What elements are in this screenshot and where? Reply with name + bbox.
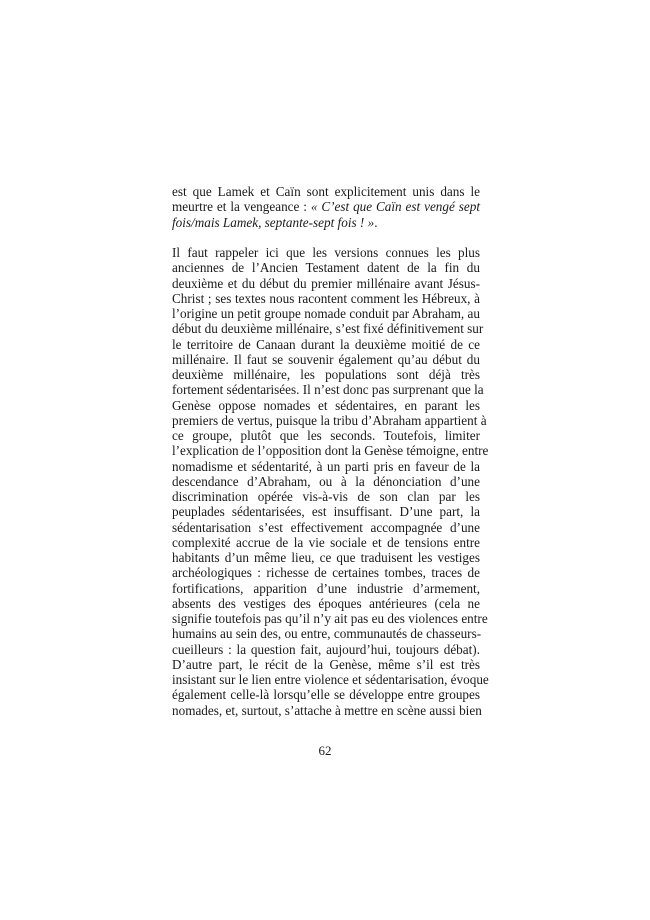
text-segment: deuxième millénaire, les populations sont déjà très [172, 367, 480, 382]
text-segment: D’autre part, le récit de la Genèse, même s’il est très [172, 656, 480, 672]
text-segment: insistant sur le lien entre violence et sédentarisation, évoque [172, 672, 489, 687]
text-segment: ce groupe, plutôt que les seconds. Toutefois, limiter [172, 428, 480, 443]
text-line [172, 321, 484, 337]
text-line [172, 398, 480, 413]
text-line [172, 687, 480, 702]
text-line [172, 489, 480, 504]
text-line [172, 550, 480, 565]
text-segment: signifie toutefois pas qu’il n’y ait pas eu des violences entre [172, 611, 488, 626]
text-line [172, 184, 480, 199]
text-segment: millénaire. Il faut se souvenir également qu’au début du [172, 351, 480, 367]
text-segment: l’origine un petit groupe nomade conduit par Abraham, au [172, 306, 480, 321]
text-line [172, 291, 480, 306]
text-line [172, 596, 480, 611]
text-line [172, 642, 480, 657]
text-segment: Christ ; ses textes nous racontent comment les Hébreux, à [172, 290, 480, 306]
text-segment: discrimination opérée vis-à-vis de son clan par les [172, 489, 480, 504]
body-text [172, 184, 489, 718]
text-line [172, 306, 480, 321]
text-segment: l’explication de l’opposition dont la Genèse témoigne, entre [172, 443, 489, 459]
text-segment: deuxième et du début du premier millénaire avant Jésus- [172, 275, 480, 291]
text-segment: complexité accrue de la vie sociale et de tensions entre [172, 534, 480, 550]
text-line [172, 520, 480, 535]
text-line [172, 367, 480, 382]
text-segment: habitants d’un même lieu, ce que traduisent les vestiges [172, 550, 480, 565]
text-line [172, 565, 480, 580]
paragraph [172, 184, 480, 230]
text-line [172, 657, 480, 672]
text-line [172, 703, 480, 718]
text-segment: cueilleurs : la question fait, aujourd’hui, toujours débat). [172, 641, 480, 657]
text-line [172, 352, 480, 367]
text-segment: humains au sein des, ou entre, communautés de chasseurs- [172, 626, 482, 642]
text-line [172, 428, 480, 443]
text-line [172, 626, 480, 641]
text-line [172, 260, 480, 275]
text-segment: anciennes de l’Ancien Testament datent de la fin du [172, 260, 480, 276]
text-segment: absents des vestiges des époques antérieures (cela ne [172, 595, 480, 611]
page-number: 62 [318, 743, 332, 758]
text-segment: meurtre et la vengeance : [172, 199, 311, 215]
text-line [172, 611, 488, 626]
text-segment: peuplades sédentarisées, est insuffisant. D’une part, la [172, 504, 480, 520]
text-line [172, 474, 480, 489]
text-segment: archéologiques : richesse de certaines tombes, traces de [172, 565, 480, 581]
text-segment: sédentarisation s’est effectivement accompagnée d’une [172, 519, 480, 535]
paragraph-gap [172, 230, 480, 245]
text-segment: début du deuxième millénaire, s’est fixé définitivement sur [172, 321, 484, 337]
text-line [172, 412, 487, 428]
text-segment: premiers de vertus, puisque la tribu d’Abraham appartient à [172, 412, 487, 428]
text-line [172, 504, 480, 519]
text-line [172, 337, 480, 352]
text-segment: Genèse oppose nomades et sédentaires, en parant les [172, 397, 480, 413]
text-segment: fortement sédentarisées. Il n’est donc pas surprenant que la [172, 382, 484, 398]
text-segment: Il faut rappeler ici que les versions connues les plus [172, 245, 480, 260]
text-line [172, 443, 489, 459]
text-line [172, 199, 480, 214]
text-segment: fortifications, apparition d’une industrie d’armement, [172, 580, 480, 596]
text-segment: nomadisme et sédentarité, à un parti pris en faveur de la [172, 458, 480, 474]
text-line [172, 382, 484, 398]
text-line [172, 245, 480, 260]
paragraph [172, 245, 489, 718]
text-segment: est que Lamek et Caïn sont explicitement unis dans le [172, 184, 480, 199]
text-line [172, 672, 489, 687]
text-segment: nomades, et, surtout, s’attache à mettre en scène aussi bien [172, 702, 482, 718]
italic-quote: fois/mais Lamek, septante-sept fois ! » [172, 214, 375, 230]
text-segment: le territoire de Canaan durant la deuxième moitié de ce [172, 336, 480, 352]
text-line [172, 459, 480, 474]
text-segment: . [374, 214, 378, 230]
text-line [172, 215, 480, 230]
text-segment: également celle-là lorsqu’elle se développe entre groupes [172, 687, 480, 703]
text-line [172, 581, 480, 596]
text-line [172, 276, 480, 291]
text-line [172, 535, 480, 550]
italic-quote: « C’est que Caïn est vengé sept [310, 199, 480, 215]
text-segment: descendance d’Abraham, ou à la dénonciation d’une [172, 473, 480, 489]
